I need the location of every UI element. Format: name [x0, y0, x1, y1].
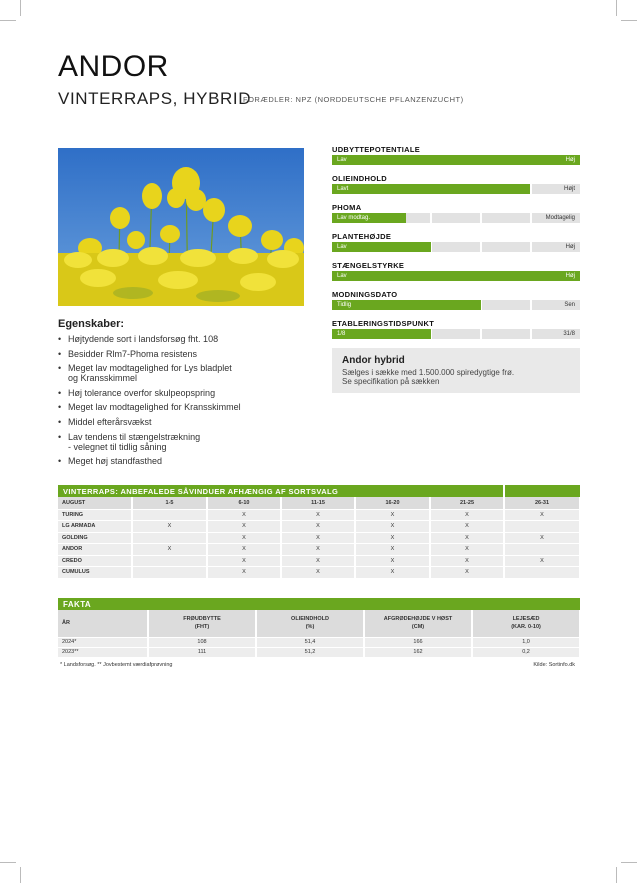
crop-mark	[621, 862, 637, 863]
table-row	[58, 544, 580, 556]
table-cell: 1,0	[472, 637, 580, 647]
rating-plant-height	[332, 232, 580, 261]
table-cell: TURING	[58, 509, 132, 521]
table-cell: X	[504, 555, 580, 567]
table-cell: X	[281, 532, 355, 544]
table-row	[58, 555, 580, 567]
info-line: Sælges i sække med 1.500.000 spiredygtige frø.	[342, 368, 515, 377]
table-row	[58, 532, 580, 544]
table-cell: 162	[364, 647, 472, 657]
rating-min-label: Lav	[337, 157, 347, 163]
info-line: Se specifikation på sækken	[342, 377, 440, 386]
table-cell: X	[430, 544, 504, 556]
list-item: • Højtydende sort i landsforsøg fht. 108	[58, 334, 318, 344]
sowing-window-table	[58, 485, 581, 579]
rating-label: PHOMA	[332, 203, 362, 212]
properties-list	[58, 334, 318, 471]
table-cell: X	[281, 521, 355, 533]
column-header: FRØUDBYTTE (FHT)	[148, 610, 256, 637]
table-cell: 108	[148, 637, 256, 647]
crop-mark	[616, 0, 617, 16]
sowing-table-title-end	[504, 485, 580, 497]
info-title: Andor hybrid	[342, 355, 405, 366]
table-cell: X	[504, 532, 580, 544]
ratings-panel	[332, 145, 580, 348]
table-cell	[504, 567, 580, 579]
list-item: • Høj tolerance overfor skulpeopspring	[58, 388, 318, 398]
table-cell: X	[430, 555, 504, 567]
table-cell	[132, 532, 207, 544]
table-row	[58, 647, 580, 657]
rating-bar	[332, 300, 580, 310]
table-cell: X	[281, 555, 355, 567]
table-cell: CUMULUS	[58, 567, 132, 579]
rating-max-label: Høj	[565, 273, 575, 279]
column-header: LEJESÆD (KAR. 0-10)	[472, 610, 580, 637]
rating-fill	[332, 300, 481, 310]
table-cell: X	[504, 509, 580, 521]
crop-mark	[0, 20, 16, 21]
rating-max-label: Høj	[565, 157, 575, 163]
rating-bar	[332, 155, 580, 165]
rating-stem-strength	[332, 261, 580, 290]
column-header: 6-10	[207, 497, 281, 509]
column-header: AUGUST	[58, 497, 132, 509]
table-cell: 51,2	[256, 647, 364, 657]
table-cell: 2023**	[58, 647, 148, 657]
breeder-label: FORÆDLER: NPZ (NORDDEUTSCHE PFLANZENZUCHT)	[243, 95, 464, 104]
table-cell: X	[430, 567, 504, 579]
column-header: 21-25	[430, 497, 504, 509]
facts-table	[58, 598, 581, 658]
rating-fill	[332, 242, 431, 252]
table-cell	[132, 567, 207, 579]
table-cell: X	[281, 544, 355, 556]
sowing-table-title: VINTERRAPS: ANBEFALEDE SÅVINDUER AFHÆNGIG AF SORTSVALG	[58, 485, 504, 497]
list-item: • Besidder Rlm7-Phoma resistens	[58, 349, 318, 359]
page-subtitle: VINTERRAPS, HYBRID	[58, 89, 252, 108]
rating-maturity	[332, 290, 580, 319]
rating-label: OLIEINDHOLD	[332, 174, 387, 183]
rating-bar	[332, 271, 580, 281]
table-cell: X	[132, 521, 207, 533]
crop-mark	[20, 0, 21, 16]
table-cell: CREDO	[58, 555, 132, 567]
table-cell: 0,2	[472, 647, 580, 657]
crop-mark	[20, 867, 21, 883]
rating-min-label: Lav	[337, 244, 347, 250]
rating-bar	[332, 184, 580, 194]
rating-fill	[332, 155, 580, 165]
list-item: • Lav tendens til stængelstrækning - velegnet til tidlig såning	[58, 432, 318, 452]
rating-fill	[332, 329, 431, 339]
rating-yield	[332, 145, 580, 174]
table-cell: X	[355, 509, 430, 521]
rating-max-label: 31/8	[563, 331, 575, 337]
table-cell: X	[281, 567, 355, 579]
rating-min-label: Lav modtag.	[337, 215, 371, 221]
rating-min-label: Lav	[337, 273, 347, 279]
table-cell	[132, 555, 207, 567]
crop-mark	[616, 867, 617, 883]
info-box	[332, 348, 580, 393]
rating-label: STÆNGELSTYRKE	[332, 261, 405, 270]
table-cell	[504, 544, 580, 556]
rating-max-label: Sen	[564, 302, 575, 308]
table-cell: LG ARMADA	[58, 521, 132, 533]
facts-table-title: FAKTA	[58, 598, 580, 610]
table-row	[58, 509, 580, 521]
footnote: * Landsforsøg. ** Jovbestemt værdiafprøvning	[60, 662, 173, 668]
table-cell: ANDOR	[58, 544, 132, 556]
table-cell: X	[207, 544, 281, 556]
table-cell: X	[430, 521, 504, 533]
table-cell: X	[430, 532, 504, 544]
table-cell: X	[207, 555, 281, 567]
list-item: • Meget høj standfasthed	[58, 456, 318, 466]
properties-heading: Egenskaber:	[58, 318, 125, 330]
table-row	[58, 637, 580, 647]
source-note: Kilde: Sortinfo.dk	[533, 662, 575, 668]
table-row	[58, 567, 580, 579]
rating-max-label: Højt	[564, 186, 575, 192]
page-title: ANDOR	[58, 50, 169, 83]
rating-min-label: Lavt	[337, 186, 349, 192]
rating-label: UDBYTTEPOTENTIALE	[332, 145, 421, 154]
table-cell	[132, 509, 207, 521]
table-cell: X	[207, 521, 281, 533]
list-item: • Meget lav modtagelighed for Kransskimmel	[58, 402, 318, 412]
column-header: 16-20	[355, 497, 430, 509]
rating-max-label: Høj	[565, 244, 575, 250]
table-header-row	[58, 497, 580, 509]
column-header: ÅR	[58, 610, 148, 637]
table-cell: X	[132, 544, 207, 556]
table-cell: 2024*	[58, 637, 148, 647]
rating-label: PLANTEHØJDE	[332, 232, 392, 241]
table-cell: X	[430, 509, 504, 521]
column-header: AFGRØDEHØJDE V HØST (CM)	[364, 610, 472, 637]
rating-label: ETABLERINGSTIDSPUNKT	[332, 319, 435, 328]
rating-bar	[332, 329, 580, 339]
table-cell: 166	[364, 637, 472, 647]
column-header: 11-15	[281, 497, 355, 509]
rating-label: MODNINGSDATO	[332, 290, 398, 299]
rating-phoma	[332, 203, 580, 232]
table-cell: X	[355, 532, 430, 544]
rating-establishment	[332, 319, 580, 348]
table-cell: X	[355, 521, 430, 533]
rating-bar	[332, 242, 580, 252]
table-cell: GOLDING	[58, 532, 132, 544]
table-cell: X	[207, 567, 281, 579]
table-cell: X	[207, 509, 281, 521]
rapeseed-photo	[58, 148, 304, 306]
table-cell: X	[355, 544, 430, 556]
rating-max-label: Modtagelig	[545, 215, 575, 221]
crop-mark	[0, 862, 16, 863]
column-header: 1-5	[132, 497, 207, 509]
crop-mark	[621, 20, 637, 21]
rating-min-label: 1/8	[337, 331, 346, 337]
rating-bar	[332, 213, 580, 223]
rating-fill	[332, 271, 580, 281]
table-cell: X	[281, 509, 355, 521]
list-item: • Meget lav modtagelighed for Lys bladplet og Kransskimmel	[58, 363, 318, 383]
column-header: OLIEINDHOLD (%)	[256, 610, 364, 637]
table-cell: X	[355, 555, 430, 567]
rating-min-label: Tidlig	[337, 302, 352, 308]
column-header: 26-31	[504, 497, 580, 509]
table-cell: 51,4	[256, 637, 364, 647]
rating-oil	[332, 174, 580, 203]
table-cell: X	[355, 567, 430, 579]
rating-fill	[332, 184, 530, 194]
table-cell: 111	[148, 647, 256, 657]
list-item: • Middel efterårsvækst	[58, 417, 318, 427]
table-header-row	[58, 610, 580, 637]
table-cell: X	[207, 532, 281, 544]
table-cell	[504, 521, 580, 533]
table-row	[58, 521, 580, 533]
